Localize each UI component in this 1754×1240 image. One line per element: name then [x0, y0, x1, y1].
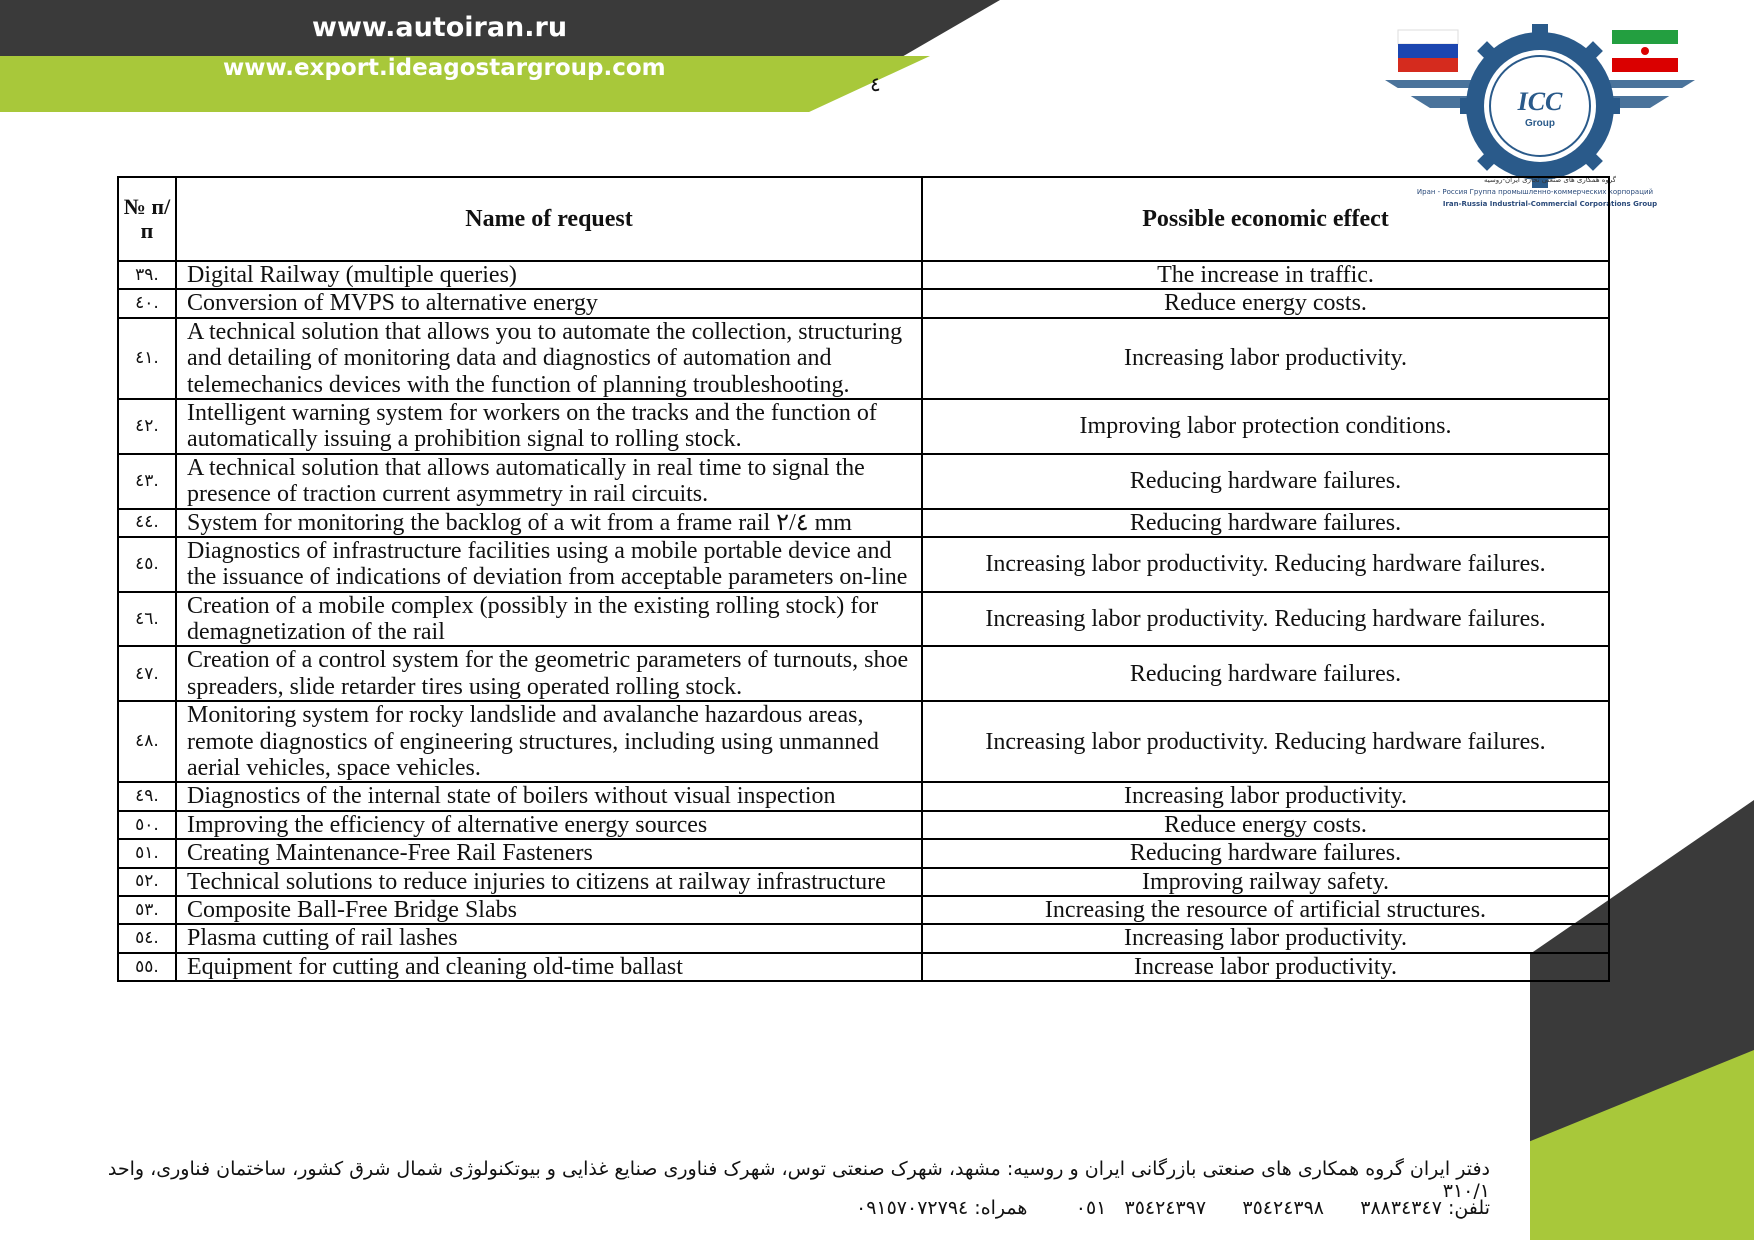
table-row — [118, 509, 1609, 537]
table-row — [118, 646, 1609, 701]
row-effect: Increasing labor productivity. — [922, 318, 1609, 399]
table-row — [118, 896, 1609, 924]
russia-flag-icon — [1398, 30, 1458, 72]
row-effect: Increasing labor productivity. — [922, 924, 1609, 952]
table-row — [118, 537, 1609, 592]
logo-caption-fa: گروه همکاری های صنعتی تجاری ایران-روسیه — [1484, 176, 1616, 184]
row-number: ٥٥. — [118, 953, 176, 981]
row-name: Composite Ball-Free Bridge Slabs — [176, 896, 922, 924]
row-name: Creation of a control system for the geometric parameters of turnouts, shoe spreaders, slide retarder tires using operated rolling stock. — [176, 646, 922, 701]
row-name: Improving the efficiency of alternative energy sources — [176, 811, 922, 839]
table-row — [118, 953, 1609, 981]
row-number: ٥٠. — [118, 811, 176, 839]
row-name: Intelligent warning system for workers on the tracks and the function of automatically issuing a prohibition signal to rolling stock. — [176, 399, 922, 454]
table-row — [118, 811, 1609, 839]
row-effect: Increasing labor productivity. — [922, 782, 1609, 810]
logo-subtext: Group — [1525, 118, 1555, 129]
table-row — [118, 399, 1609, 454]
row-effect: Improving railway safety. — [922, 868, 1609, 896]
row-name: Plasma cutting of rail lashes — [176, 924, 922, 952]
header-url-autoiran: www.autoiran.ru — [312, 12, 568, 43]
row-effect: Reduce energy costs. — [922, 811, 1609, 839]
row-effect: Reducing hardware failures. — [922, 646, 1609, 701]
row-name: Diagnostics of infrastructure facilities using a mobile portable device and the issuance of indications of deviation from acceptable parameters on-line — [176, 537, 922, 592]
header-number: № п/п — [118, 177, 176, 261]
row-effect: Reducing hardware failures. — [922, 509, 1609, 537]
table-row — [118, 289, 1609, 317]
header-url-export: www.export.ideagostargroup.com — [223, 55, 666, 81]
row-effect: Reducing hardware failures. — [922, 839, 1609, 867]
table-row — [118, 701, 1609, 782]
row-effect: Improving labor protection conditions. — [922, 399, 1609, 454]
row-name: Technical solutions to reduce injuries to citizens at railway infrastructure — [176, 868, 922, 896]
row-number: ٤٢. — [118, 399, 176, 454]
row-number: ٥٢. — [118, 868, 176, 896]
table-row — [118, 839, 1609, 867]
row-name: Diagnostics of the internal state of boilers without visual inspection — [176, 782, 922, 810]
table-header-row — [118, 177, 1609, 261]
table-row — [118, 454, 1609, 509]
row-name: Monitoring system for rocky landslide and avalanche hazardous areas, remote diagnostics of engineering structures, including using unmanned aerial vehicles, space vehicles. — [176, 701, 922, 782]
iran-flag-icon — [1612, 30, 1678, 72]
page-number: ٤ — [870, 74, 881, 96]
row-name: Conversion of MVPS to alternative energy — [176, 289, 922, 317]
row-name: Creating Maintenance-Free Rail Fasteners — [176, 839, 922, 867]
row-number: ٤٠. — [118, 289, 176, 317]
row-effect: Increasing labor productivity. Reducing hardware failures. — [922, 592, 1609, 647]
row-number: ٤٦. — [118, 592, 176, 647]
footer-address: دفتر ایران گروه همکاری های صنعتی بازرگانی ایران و روسیه: مشهد، شهرک صنعتی توس، شهرک فناوری صنایع غذایی و بیوتکنولوژی شمال شرق کشور، ساختمان فناوری، واحد ٣١٠/١ — [107, 1158, 1490, 1202]
row-number: ٣٩. — [118, 261, 176, 289]
logo-caption-en: Iran-Russia Industrial-Commercial Corporations Group — [1442, 200, 1658, 208]
row-effect: The increase in traffic. — [922, 261, 1609, 289]
row-effect: Reduce energy costs. — [922, 289, 1609, 317]
row-name: A technical solution that allows you to automate the collection, structuring and detailing of monitoring data and diagnostics of automation and telemechanics devices with the function of planning troubleshooting. — [176, 318, 922, 399]
row-effect: Increasing labor productivity. Reducing hardware failures. — [922, 537, 1609, 592]
requests-table — [117, 176, 1610, 982]
row-number: ٤١. — [118, 318, 176, 399]
row-number: ٤٩. — [118, 782, 176, 810]
table-row — [118, 924, 1609, 952]
table-row — [118, 261, 1609, 289]
row-number: ٥١. — [118, 839, 176, 867]
row-effect: Increasing the resource of artificial structures. — [922, 896, 1609, 924]
row-effect: Increasing labor productivity. Reducing hardware failures. — [922, 701, 1609, 782]
row-number: ٤٥. — [118, 537, 176, 592]
row-number: ٤٤. — [118, 509, 176, 537]
logo-text: ICC — [1517, 87, 1563, 116]
row-effect: Reducing hardware failures. — [922, 454, 1609, 509]
table-row — [118, 318, 1609, 399]
row-number: ٥٣. — [118, 896, 176, 924]
logo-caption-ru: Иран - Россия Группа промышленно-коммерческих корпораций — [1416, 188, 1654, 196]
table-row — [118, 782, 1609, 810]
row-number: ٤٨. — [118, 701, 176, 782]
header-name: Name of request — [176, 177, 922, 261]
header-effect: Possible economic effect — [922, 177, 1609, 261]
row-number: ٤٣. — [118, 454, 176, 509]
row-effect: Increase labor productivity. — [922, 953, 1609, 981]
row-name: Equipment for cutting and cleaning old-time ballast — [176, 953, 922, 981]
row-name: A technical solution that allows automatically in real time to signal the presence of traction current asymmetry in rail circuits. — [176, 454, 922, 509]
row-number: ٥٤. — [118, 924, 176, 952]
footer-phones: تلفن: ٣٨٨٣٤٣٤٧ ٣٥٤٢٤٣٩٨ ٣٥٤٢٤٣٩٧ ٠٥١ همراه: ٠٩١٥٧٠٧٢٧٩٤ — [855, 1197, 1490, 1219]
row-name: System for monitoring the backlog of a wit from a frame rail ٢/٤ mm — [176, 509, 922, 537]
table-row — [118, 868, 1609, 896]
row-name: Creation of a mobile complex (possibly in the existing rolling stock) for demagnetization of the rail — [176, 592, 922, 647]
table-row — [118, 592, 1609, 647]
row-number: ٤٧. — [118, 646, 176, 701]
row-name: Digital Railway (multiple queries) — [176, 261, 922, 289]
